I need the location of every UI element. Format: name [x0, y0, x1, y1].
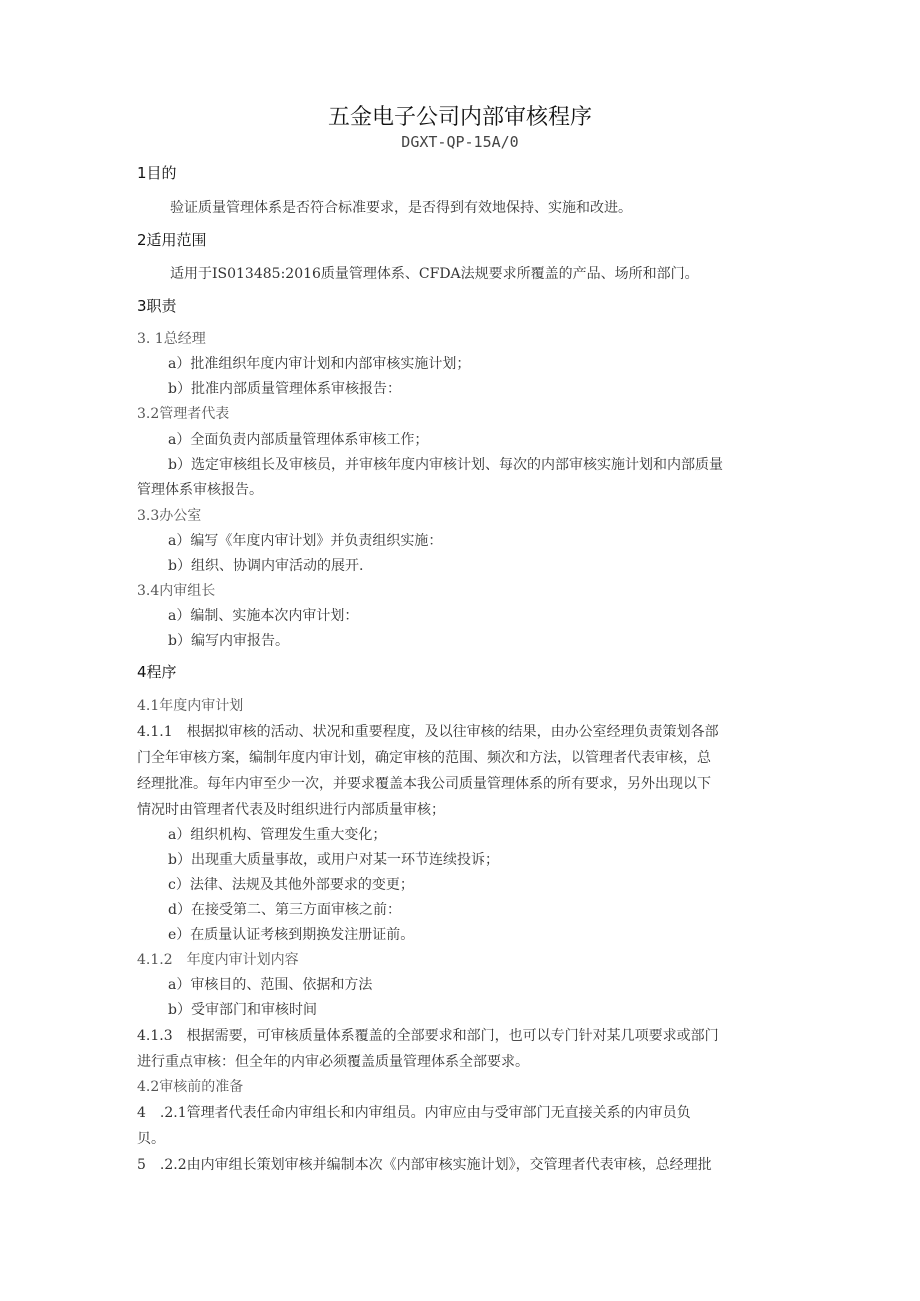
- list-item: a）审核目的、范围、依据和方法: [168, 977, 373, 993]
- list-item: a）组织机构、管理发生重大变化；: [168, 827, 387, 843]
- list-item: a）全面负责内部质量管理体系审核工作；: [168, 432, 429, 448]
- list-item: b）受审部门和审核时间: [168, 1002, 317, 1018]
- list-item: b）选定审核组长及审核员，并审核年度内审核计划、每次的内部审核实施计划和内部质量: [168, 457, 723, 473]
- list-item: a）批准组织年度内审计划和内部审核实施计划；: [168, 356, 471, 372]
- subheading-general-manager: 3. 1总经理: [137, 331, 206, 347]
- subheading-audit-leader: 3.4内审组长: [137, 583, 216, 599]
- section-heading-procedure: 4程序: [137, 663, 177, 681]
- list-item: d）在接受第二、第三方面审核之前：: [168, 902, 401, 918]
- list-item: b）批准内部质量管理体系审核报告：: [168, 381, 401, 397]
- subheading-management-rep: 3.2管理者代表: [137, 406, 230, 422]
- section-heading-purpose: 1目的: [137, 164, 177, 182]
- paragraph-line: 4 .2.1管理者代表任命内审组长和内审组员。内审应由与受审部门无直接关系的内审员负: [137, 1105, 691, 1121]
- list-item: a）编写《年度内审计划》并负责组织实施：: [168, 533, 443, 549]
- list-item: e）在质量认证考核到期换发注册证前。: [168, 927, 415, 943]
- subheading-office: 3.3办公室: [137, 508, 202, 524]
- paragraph-line: 进行重点审核：但全年的内审必须覆盖质量管理体系全部要求。: [137, 1054, 529, 1070]
- list-item: b）编写内审报告。: [168, 633, 289, 649]
- list-item: b）出现重大质量事故，或用户对某一环节连续投诉；: [168, 852, 499, 868]
- paragraph-line: 经理批准。每年内审至少一次，并要求覆盖本我公司质量管理体系的所有要求，另外出现以下: [137, 776, 711, 792]
- subheading-annual-plan: 4.1年度内审计划: [137, 698, 244, 714]
- list-item-continuation: 管理体系审核报告。: [137, 482, 263, 498]
- document-title: 五金电子公司内部审核程序: [327, 105, 592, 130]
- paragraph-purpose: 验证质量管理体系是否符合标准要求，是否得到有效地保持、实施和改进。: [170, 200, 632, 216]
- paragraph-line: 4.1.1 根据拟审核的活动、状况和重要程度，及以往审核的结果，由办公室经理负责策划各部: [137, 724, 719, 740]
- paragraph-line: 门全年审核方案，编制年度内审计划，确定审核的范围、频次和方法，以管理者代表审核，总: [137, 750, 711, 766]
- document-code: DGXT-QP-15A/0: [401, 133, 519, 151]
- list-item: a）编制、实施本次内审计划：: [168, 608, 359, 624]
- subheading-preparation: 4.2审核前的准备: [137, 1079, 244, 1095]
- paragraph-line: 贝。: [137, 1131, 165, 1147]
- list-item: b）组织、协调内审活动的展开.: [168, 558, 364, 574]
- section-heading-responsibilities: 3职责: [137, 297, 177, 315]
- list-item: c）法律、法规及其他外部要求的变更；: [168, 877, 414, 893]
- paragraph-line: 5 .2.2由内审组长策划审核并编制本次《内部审核实施计划》，交管理者代表审核，总经理批: [137, 1157, 712, 1173]
- section-heading-scope: 2适用范围: [137, 231, 207, 249]
- paragraph-line: 情况时由管理者代表及时组织进行内部质量审核；: [137, 802, 445, 818]
- subheading-plan-content: 4.1.2 年度内审计划内容: [137, 952, 299, 968]
- paragraph-scope: 适用于IS013485:2016质量管理体系、CFDA法规要求所覆盖的产品、场所和部门。: [170, 266, 699, 282]
- paragraph-line: 4.1.3 根据需要，可审核质量体系覆盖的全部要求和部门，也可以专门针对某几项要求或部门: [137, 1028, 719, 1044]
